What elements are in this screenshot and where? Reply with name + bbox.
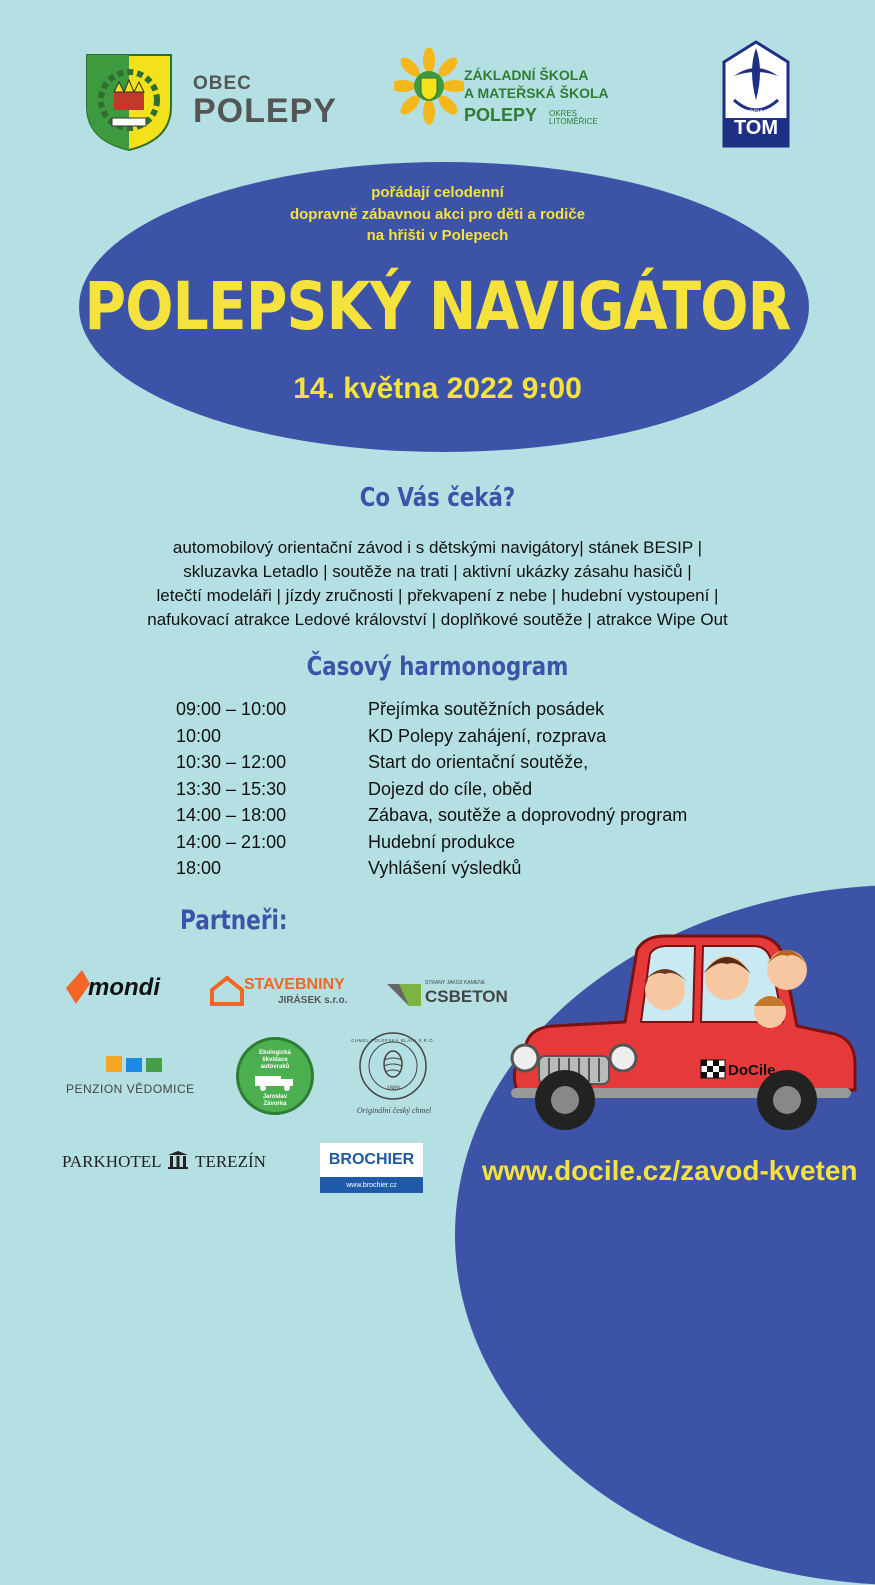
stavebniny-text: STAVEBNINY: [244, 976, 345, 993]
eco-logo: [236, 1037, 314, 1115]
activity-line-1: automobilový orientační závod i s dětskými navigátory| stánek BESIP |: [172, 538, 703, 557]
square-blue-icon: [126, 1058, 142, 1072]
csbeton-mark-icon: [385, 982, 423, 1008]
school-name-line3: POLEPY: [464, 105, 538, 125]
schedule-time: 09:00 – 10:00: [176, 699, 287, 719]
schedule-desc: Přejímka soutěžních posádek: [368, 699, 605, 719]
sunflower-icon: [394, 48, 464, 126]
square-green-icon: [146, 1058, 162, 1072]
tom-small-label: ASOCIACE: [740, 110, 772, 116]
chmel-year: 1889: [386, 1086, 400, 1092]
parkhotel-text: PARKHOTEL: [62, 1152, 161, 1171]
red-car-icon: [505, 930, 860, 1135]
activity-line-4: nafukovací atrakce Ledové království | doplňkové soutěže | atrakce Wipe Out: [147, 610, 728, 629]
school-okres: OKRES: [549, 109, 578, 118]
school-logo: [394, 48, 464, 126]
schedule-desc: Vyhlášení výsledků: [368, 858, 522, 878]
coat-of-arms-icon: [84, 52, 174, 152]
penzion-logo: [66, 1050, 216, 1100]
activity-line-2: skluzavka Letadlo | soutěže na trati | aktivní ukázky zásahu hasičů |: [183, 562, 692, 581]
event-title: POLEPSKÝ NAVIGÁTOR: [84, 268, 791, 345]
school-name-line2: A MATEŘSKÁ ŠKOLA: [464, 85, 609, 101]
docile-car-label: DoCile: [728, 1062, 776, 1079]
chmel-seal-logo: [344, 1030, 444, 1120]
schedule-desc: Hudební produkce: [368, 832, 516, 852]
schedule-heading: Časový harmonogram: [306, 652, 569, 682]
eco-line-1: Ekologická: [259, 1050, 291, 1056]
partners-heading: Partneři:: [180, 905, 288, 936]
schedule-desc: Dojezd do cíle, oběd: [368, 779, 533, 799]
csbeton-text: CSBETON: [425, 987, 508, 1006]
schedule-time: 18:00: [176, 858, 222, 878]
car-illustration: [505, 930, 860, 1135]
schedule-time: 14:00 – 18:00: [176, 805, 287, 825]
eco-line-5: Závorka: [263, 1101, 287, 1107]
schedule-time: 14:00 – 21:00: [176, 832, 287, 852]
parkhotel-logo: [62, 1150, 272, 1180]
csbeton-tagline: STRANY JAKOZ KAMENE: [425, 980, 486, 986]
obec-name: POLEPY: [193, 92, 337, 130]
intro-line-1: pořádají celodenní: [371, 184, 504, 201]
obec-label: OBEC: [193, 73, 252, 94]
intro-line-2: dopravně zábavnou akci pro děti a rodiče: [289, 206, 586, 223]
schedule-time: 10:30 – 12:00: [176, 752, 287, 772]
schedule-desc: KD Polepy zahájení, rozprava: [368, 726, 607, 746]
tom-big-label: TOM: [733, 117, 779, 139]
chmel-ring-text: CHMEL POLEPSKÁ BLATA S.R.O.: [351, 1038, 435, 1043]
eco-line-2: likvidace: [262, 1057, 288, 1063]
mondi-text: mondi: [88, 974, 160, 1001]
terezin-text: TEREZÍN: [195, 1152, 266, 1171]
mondi-logo: [64, 966, 184, 1006]
stavebniny-sub: JIRÁSEK s.r.o.: [278, 995, 348, 1006]
brochier-text: BROCHIER: [328, 1151, 415, 1168]
csbeton-logo: [385, 980, 525, 1010]
activity-line-3: letečtí modeláři | jízdy zručnosti | překvapení z nebe | hudební vystoupení |: [156, 586, 719, 605]
schedule-time: 13:30 – 15:30: [176, 779, 287, 799]
schedule-desc: Start do orientační soutěže,: [368, 752, 589, 772]
event-date: 14. května 2022 9:00: [293, 372, 582, 405]
school-okres-city: LITOMĚŘICE: [549, 117, 598, 126]
stavebniny-logo: [210, 974, 360, 1010]
brochier-logo: [320, 1143, 423, 1193]
obec-polepy-logo: [84, 52, 174, 152]
square-orange-icon: [106, 1056, 122, 1072]
truck-icon: [253, 1074, 297, 1092]
activities-heading: Co Vás čeká?: [359, 483, 516, 513]
brochier-url: www.brochier.cz: [320, 1179, 423, 1193]
eco-line-3: autovraků: [260, 1064, 290, 1070]
penzion-text: PENZION VĚDOMICE: [66, 1082, 195, 1096]
house-icon: [210, 976, 244, 1006]
schedule-desc: Zábava, soutěže a doprovodný program: [368, 805, 688, 825]
eco-line-4: Jaroslav: [262, 1094, 288, 1100]
chmel-slogan: Originální český chmel: [356, 1106, 432, 1115]
intro-line-3: na hřišti v Polepech: [366, 227, 509, 244]
columns-icon: [167, 1150, 189, 1170]
school-name-line1: ZÁKLADNÍ ŠKOLA: [464, 67, 589, 83]
schedule-time: 10:00: [176, 726, 222, 746]
event-website[interactable]: www.docile.cz/zavod-kveten: [482, 1155, 858, 1186]
